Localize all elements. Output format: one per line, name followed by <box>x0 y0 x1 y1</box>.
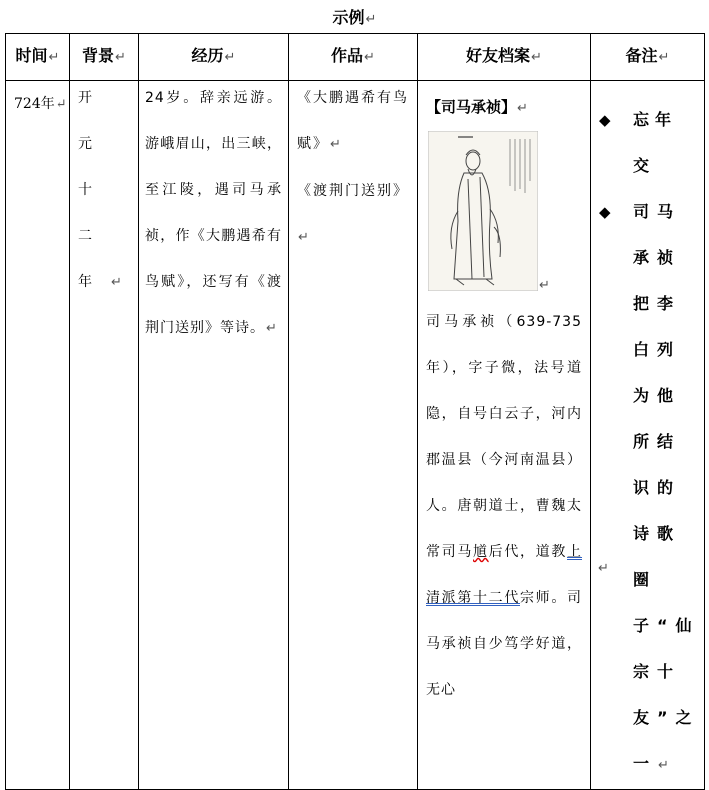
diamond-bullet-icon: ◆ <box>599 203 611 221</box>
work-item: 《渡荆门送别》 <box>297 183 409 199</box>
experience-value: 24岁。辞亲远游。游峨眉山，出三峡，至江陵，遇司马承祯，作《大鹏遇希有鸟赋》，还写有《渡荆门送别》等诗。 <box>145 90 282 336</box>
time-value: 724年 <box>14 96 55 112</box>
return-mark-icon: ↵ <box>55 97 67 112</box>
timeline-table <box>5 33 705 790</box>
return-mark-icon: ↵ <box>598 561 609 576</box>
return-mark-icon: ↵ <box>539 278 550 293</box>
cell-notes <box>591 81 705 790</box>
cell-works <box>289 81 418 790</box>
header-experience: 经历↵ <box>139 34 289 81</box>
header-row <box>6 34 705 81</box>
friend-bio-part: 司马承祯（639-735年），字子微，法号道隐，自号白云子，河内郡温县（今河南温县）人。唐朝道士，曹魏太常司马 <box>426 314 582 560</box>
friend-bio-marked-char: 馗 <box>473 544 489 560</box>
friend-bio-part: 后代，道教 <box>488 544 568 560</box>
return-mark-icon: ↵ <box>658 758 669 773</box>
header-works: 作品↵ <box>289 34 418 81</box>
return-mark-icon: ↵ <box>111 275 122 290</box>
cell-time <box>6 81 70 790</box>
note-text: 司马承祯把李白列为他所结识的诗歌圈子“仙宗十友”之一 <box>633 202 700 773</box>
return-mark-icon: ↵ <box>224 50 236 65</box>
portrait-icon <box>428 131 538 291</box>
note-text: 忘年交 <box>633 110 678 175</box>
cell-friend <box>418 81 591 790</box>
return-mark-icon: ↵ <box>517 101 528 116</box>
cell-background <box>70 81 139 790</box>
return-mark-icon: ↵ <box>115 50 126 65</box>
header-friend: 好友档案↵ <box>418 34 591 81</box>
note-item <box>599 97 698 189</box>
friend-name: 【司马承祯】 <box>426 98 517 116</box>
diamond-bullet-icon: ◆ <box>599 111 611 129</box>
table-title-text: 示例 <box>332 8 365 27</box>
friend-bio-part: 宗师。司马承祯自少笃学好道，无心 <box>426 590 582 698</box>
header-time: 时间↵ <box>6 34 70 81</box>
return-mark-icon: ↵ <box>266 321 278 336</box>
header-notes: 备注↵ <box>591 34 705 81</box>
note-item <box>599 189 698 789</box>
cell-experience <box>139 81 289 790</box>
return-mark-icon: ↵ <box>365 12 377 27</box>
friend-bio-marked-phrase: 上清派第十二代 <box>426 544 583 606</box>
background-value: 开元十二年 <box>78 90 110 290</box>
header-background: 背景↵ <box>70 34 139 81</box>
return-mark-icon: ↵ <box>298 230 311 245</box>
table-title <box>0 6 709 32</box>
return-mark-icon: ↵ <box>531 50 542 65</box>
table-row <box>6 81 705 790</box>
return-mark-icon: ↵ <box>658 50 670 65</box>
return-mark-icon: ↵ <box>364 50 375 65</box>
return-mark-icon: ↵ <box>48 50 60 65</box>
work-item: 《大鹏遇希有鸟赋》 <box>297 90 409 152</box>
return-mark-icon: ↵ <box>330 137 343 152</box>
